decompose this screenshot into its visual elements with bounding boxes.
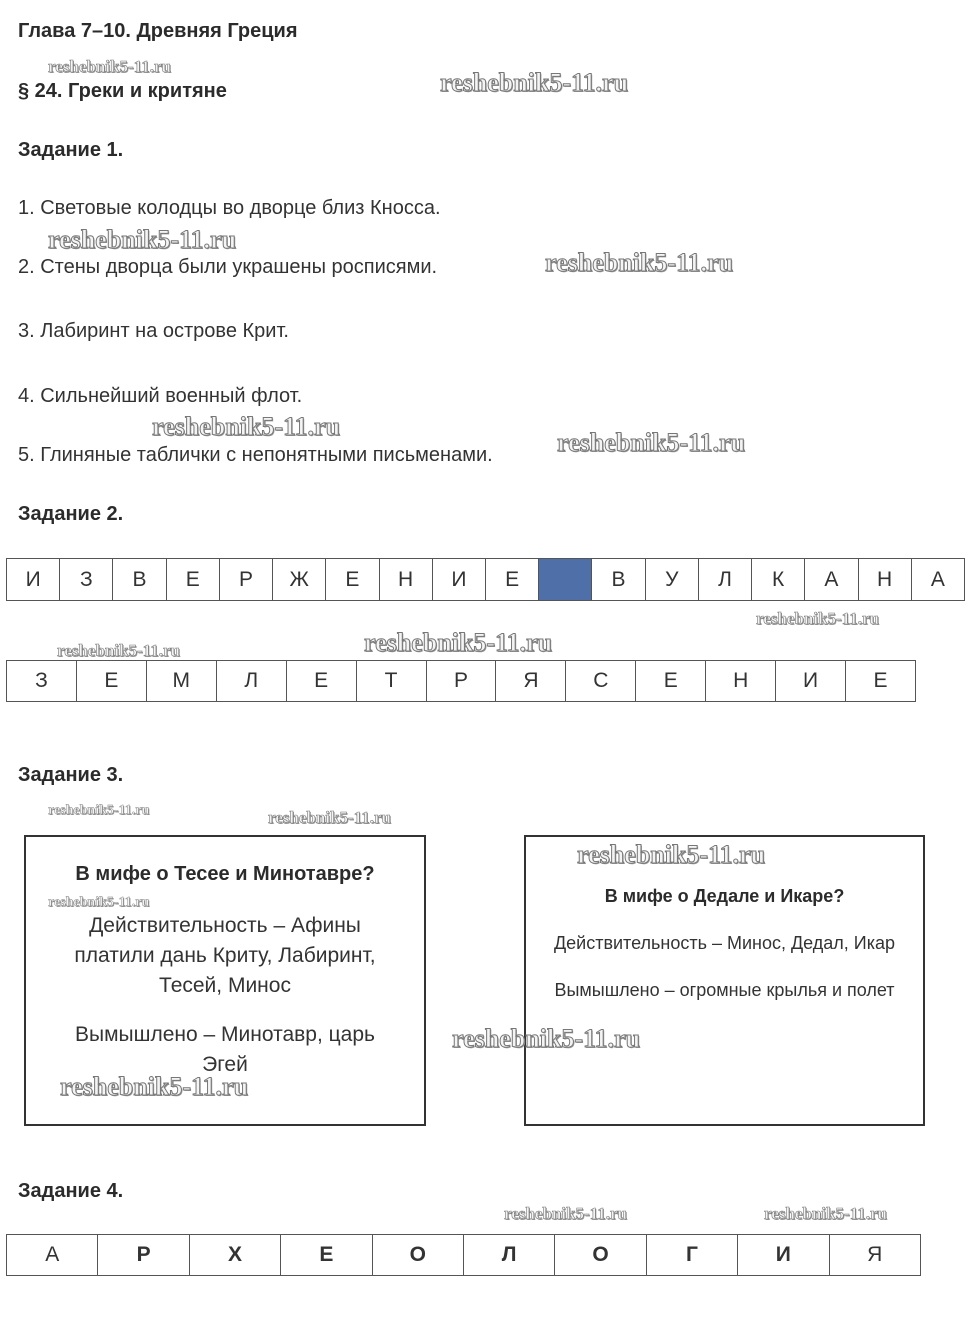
watermark: reshebnik5-11.ru [48,803,150,818]
task1-answer-5: 5. Глиняные таблички с непонятными письменами. [18,444,493,466]
grid-cell: Е [846,661,916,702]
grid-cell: Я [829,1235,920,1276]
myth-fiction-daedalus: Вымышлено – огромные крылья и полет [554,980,895,1000]
grid-cell: О [555,1235,646,1276]
paragraph-title: § 24. Греки и критяне [18,80,227,102]
grid-cell: А [7,1235,98,1276]
task1-answer-4: 4. Сильнейший военный флот. [18,385,303,407]
grid-cell: Н [858,559,911,601]
grid-cell: В [113,559,166,601]
task1-answer-3: 3. Лабиринт на острове Крит. [18,320,289,342]
chapter-title: Глава 7–10. Древняя Греция [18,20,298,42]
watermark: reshebnik5-11.ru [48,57,171,76]
task3-title: Задание 3. [18,764,124,786]
watermark: reshebnik5-11.ru [268,808,391,827]
task2-title: Задание 2. [18,503,124,525]
grid-cell: Я [496,661,566,702]
grid-cell: З [60,559,113,601]
watermark: reshebnik5-11.ru [48,225,237,254]
grid-cell: Е [281,1235,372,1276]
watermark: reshebnik5-11.ru [545,248,734,277]
watermark: reshebnik5-11.ru [504,1204,627,1223]
grid-cell: Т [356,661,426,702]
grid-cell: Р [219,559,272,601]
myth-box-daedalus [524,835,925,1126]
task4-word-grid [6,1234,921,1276]
grid-cell: К [752,559,805,601]
grid-cell: Л [463,1235,554,1276]
grid-cell-filled [539,559,592,601]
grid-cell: Е [636,661,706,702]
grid-cell: И [776,661,846,702]
task1-title: Задание 1. [18,139,124,161]
grid-cell: Е [326,559,379,601]
watermark: reshebnik5-11.ru [152,412,341,441]
myth-fiction-theseus: Вымышлено – Минотавр, царь Эгей [75,1023,375,1076]
grid-cell: Л [216,661,286,702]
watermark: reshebnik5-11.ru [557,428,746,457]
grid-cell: В [592,559,645,601]
grid-cell: Е [286,661,356,702]
grid-cell: Е [166,559,219,601]
watermark: reshebnik5-11.ru [452,1024,641,1053]
grid-cell: Л [698,559,751,601]
watermark: reshebnik5-11.ru [364,628,553,657]
grid-cell: Р [426,661,496,702]
watermark: reshebnik5-11.ru [756,609,879,628]
grid-cell: Е [485,559,538,601]
watermark: reshebnik5-11.ru [48,895,150,910]
task2-word-grid-1 [6,558,965,601]
grid-cell: А [805,559,858,601]
grid-cell: И [432,559,485,601]
task1-answer-2: 2. Стены дворца были украшены росписями. [18,256,438,278]
grid-cell: С [566,661,636,702]
grid-cell: И [738,1235,829,1276]
watermark: reshebnik5-11.ru [60,1072,249,1101]
grid-cell: Х [189,1235,280,1276]
grid-cell: Н [706,661,776,702]
watermark: reshebnik5-11.ru [57,641,180,660]
watermark: reshebnik5-11.ru [440,68,629,97]
myth-question-theseus: В мифе о Тесее и Минотавре? [75,863,375,885]
myth-reality-theseus: Действительность – Афины платили дань Криту, Лабиринт, Тесей, Минос [74,914,376,997]
grid-cell: Р [98,1235,189,1276]
grid-cell: Г [646,1235,737,1276]
grid-cell: Ж [273,559,326,601]
grid-cell: М [146,661,216,702]
task2-word-grid-2 [6,660,916,702]
grid-cell: О [372,1235,463,1276]
myth-reality-daedalus: Действительность – Минос, Дедал, Икар [553,933,896,953]
grid-cell: Е [76,661,146,702]
grid-cell: Н [379,559,432,601]
grid-cell: У [645,559,698,601]
grid-cell: А [911,559,964,601]
watermark: reshebnik5-11.ru [577,840,766,869]
watermark: reshebnik5-11.ru [764,1204,887,1223]
grid-cell: И [7,559,60,601]
task1-answer-1: 1. Световые колодцы во дворце близ Кносса. [18,197,441,219]
myth-question-daedalus: В мифе о Дедале и Икаре? [604,886,845,906]
task4-title: Задание 4. [18,1180,124,1202]
grid-cell: З [7,661,77,702]
